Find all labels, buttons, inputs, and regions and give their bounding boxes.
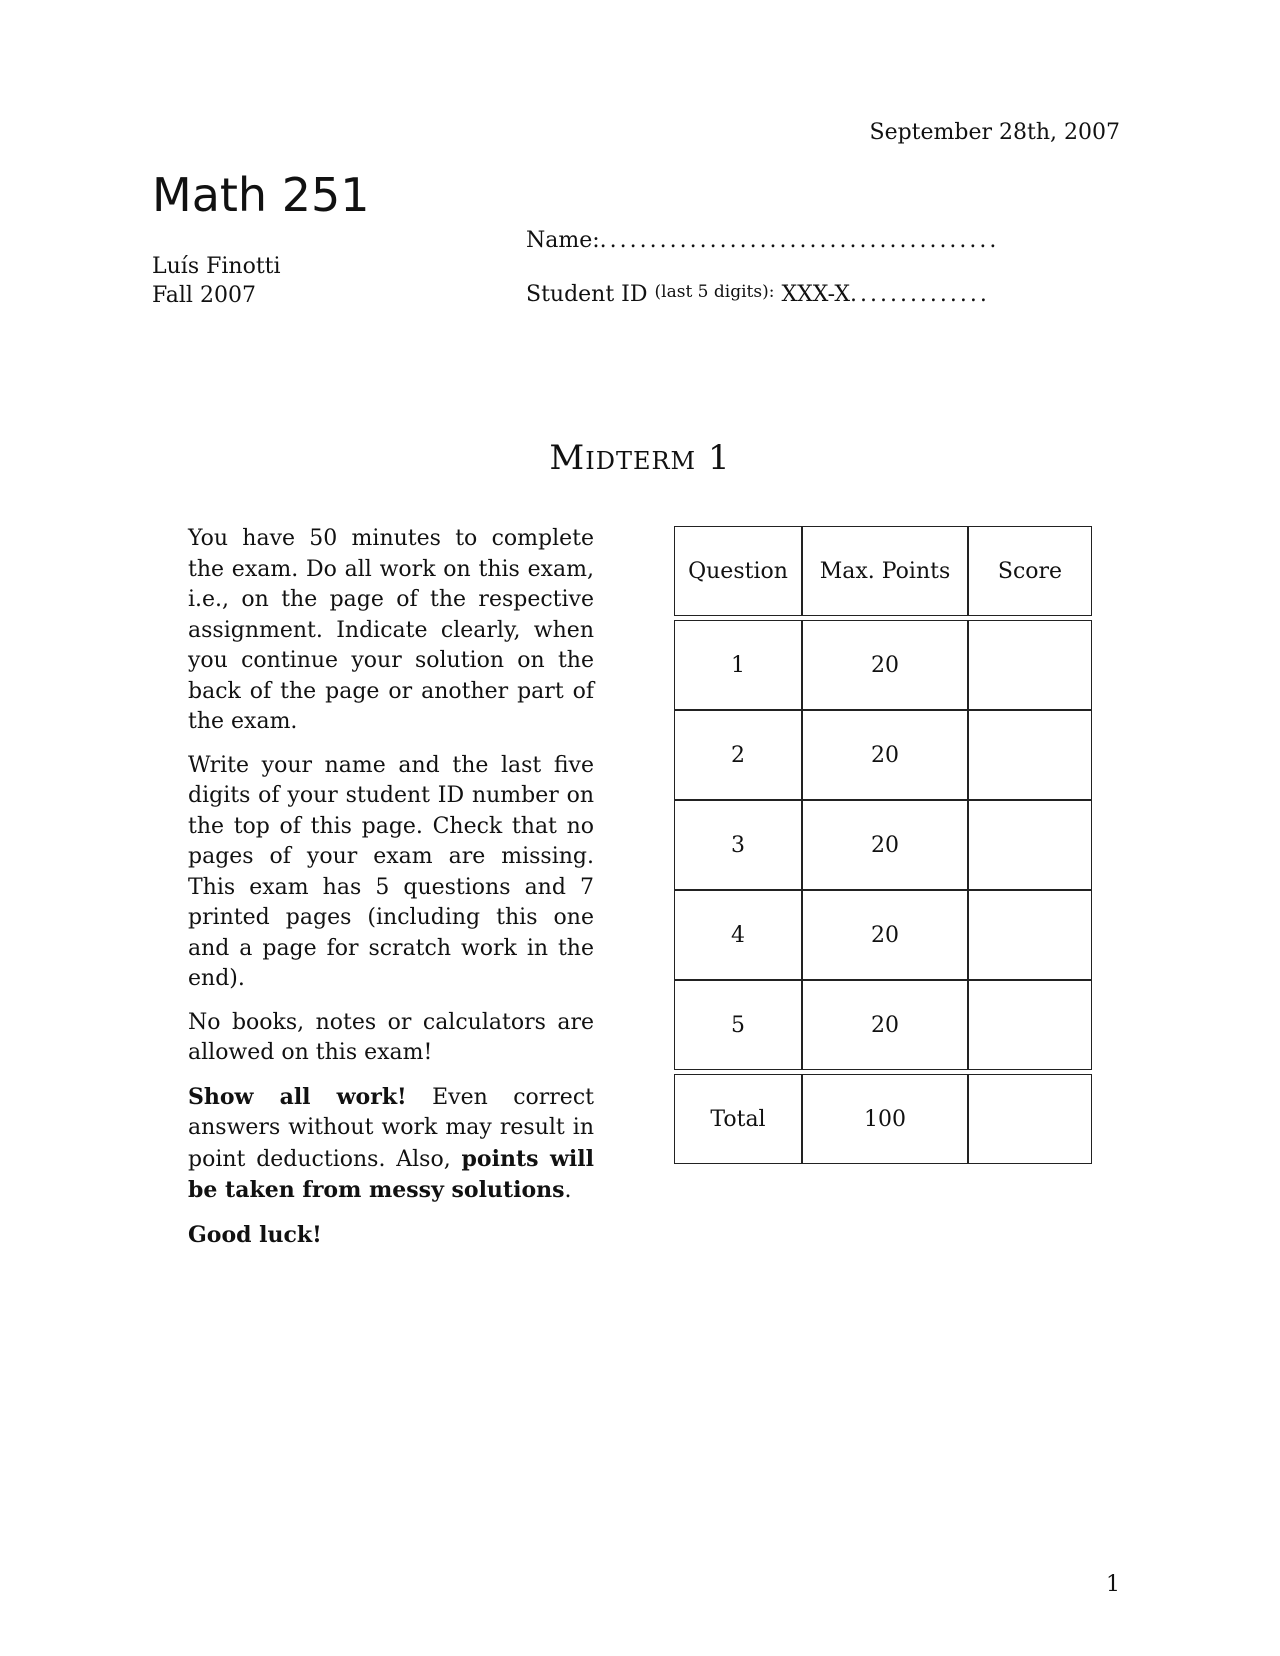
max-points: 20 — [802, 890, 968, 980]
total-row — [674, 1074, 1092, 1164]
max-points: 20 — [802, 620, 968, 710]
total-label: Total — [674, 1074, 802, 1164]
max-points: 20 — [802, 710, 968, 800]
instruction-paragraph-3: No books, notes or calculators are allowed on this exam! — [188, 1009, 594, 1065]
student-fields — [526, 228, 999, 336]
score-table — [674, 526, 1092, 1164]
question-number: 1 — [674, 620, 802, 710]
score-cell[interactable] — [968, 620, 1092, 710]
score-cell[interactable] — [968, 800, 1092, 890]
score-cell[interactable] — [968, 890, 1092, 980]
student-id-hint: (last 5 digits): — [654, 282, 775, 302]
instruction-text-a: Even correct answers without work may result in point deductions. Also, — [188, 1084, 594, 1172]
table-header-row — [674, 526, 1092, 616]
question-number: 3 — [674, 800, 802, 890]
student-id-field[interactable] — [526, 282, 999, 336]
instruction-paragraph-2: Write your name and the last five digits of your student ID number on the top of this page. Check that no pages of your exam are missing. This exam has 5 questions and 7 printed pages (including this one and a page for scratch work in the end). — [188, 752, 594, 991]
table-row — [674, 890, 1092, 980]
table-row — [674, 620, 1092, 710]
header-max-points: Max. Points — [802, 526, 968, 616]
exam-date: September 28th, 2007 — [869, 120, 1120, 145]
student-id-label: Student ID — [526, 282, 648, 307]
name-label: Name: — [526, 228, 600, 253]
question-number: 5 — [674, 980, 802, 1070]
exam-title: Midterm 1 — [549, 438, 731, 478]
instruction-paragraph-1: You have 50 minutes to complete the exam. Do all work on this exam, i.e., on the page of the respective assignment. Indicate clearly, when you continue your solution on the back of the page or another part of the exam. — [188, 526, 594, 734]
course-title: Math 251 — [152, 168, 370, 222]
name-field[interactable] — [526, 228, 999, 282]
question-number: 4 — [674, 890, 802, 980]
instructor-block — [152, 252, 281, 310]
show-work-emphasis: Show all work! — [188, 1083, 407, 1110]
messy-solutions-emphasis: points will be taken from messy solutions — [188, 1145, 594, 1203]
instruction-paragraph-4 — [188, 1082, 594, 1207]
total-max-points: 100 — [802, 1074, 968, 1164]
instruction-text-b: . — [564, 1178, 572, 1203]
max-points: 20 — [802, 980, 968, 1070]
table-row — [674, 800, 1092, 890]
name-line[interactable]: ........................................ — [599, 228, 1000, 253]
header-question: Question — [674, 526, 802, 616]
score-cell[interactable] — [968, 980, 1092, 1070]
instructor-name: Luís Finotti — [152, 254, 281, 279]
header-score: Score — [968, 526, 1092, 616]
question-number: 2 — [674, 710, 802, 800]
student-id-line[interactable]: .............. — [849, 282, 990, 307]
max-points: 20 — [802, 800, 968, 890]
instructions — [188, 524, 594, 1263]
table-row — [674, 980, 1092, 1070]
student-id-prefix: XXX-X — [781, 282, 850, 307]
table-row — [674, 710, 1092, 800]
total-score-cell[interactable] — [968, 1074, 1092, 1164]
good-luck: Good luck! — [188, 1221, 322, 1248]
score-cell[interactable] — [968, 710, 1092, 800]
term: Fall 2007 — [152, 283, 256, 308]
page-number: 1 — [1106, 1572, 1120, 1597]
